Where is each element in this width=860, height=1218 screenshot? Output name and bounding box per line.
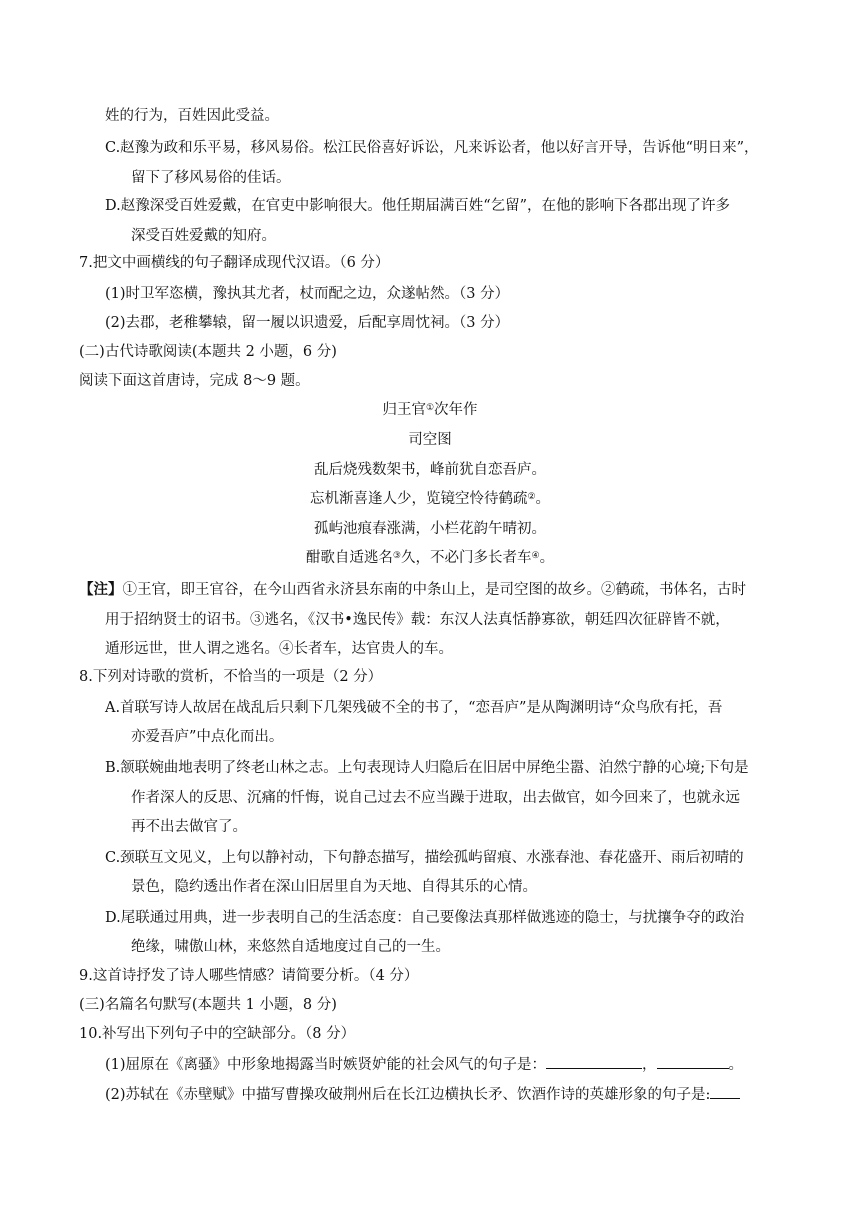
q6-option-d-line2: 深受百姓爱戴的知府。: [131, 228, 276, 244]
q7-title: 7.把文中画横线的句子翻译成现代汉语。（6 分）: [79, 255, 390, 271]
note-tag: 【注】: [79, 581, 123, 598]
poem-footnote-marker-2: ②: [527, 492, 536, 502]
poem-notes-line2: 用于招纳贤士的诏书。③逃名，《汉书•逸民传》载：东汉人法真恬静寡欲，朝廷四次征辟皆不就，: [105, 612, 730, 628]
poem-notes-line1: 【注】①王官，即王官谷，在今山西省永济县东南的中条山上，是司空图的故乡。②鹤疏，书体名，古时: [79, 581, 746, 598]
q6-option-b-continued: 姓的行为，百姓因此受益。: [105, 108, 279, 124]
poem-title-footnote-marker: ①: [425, 403, 435, 413]
fill-blank-2[interactable]: [657, 1054, 729, 1069]
fill-blank-3[interactable]: [710, 1084, 740, 1099]
poem-author: 司空图: [408, 432, 452, 448]
q10-title: 10.补写出下列句子中的空缺部分。（8 分）: [79, 1026, 356, 1042]
poem-footnote-marker-4: ④: [531, 551, 540, 561]
section-3-heading: (三)名篇名句默写(本题共 1 小题，8 分): [79, 997, 337, 1013]
section-2-intro: 阅读下面这首唐诗，完成 8～9 题。: [79, 373, 310, 389]
q8-option-b-line2: 作者深人的反思、沉痛的忏悔，说自己过去不应当躁于进取，出去做官，如今回来了，也就永远: [131, 790, 740, 806]
poem-line-3: 孤屿池痕春涨满，小栏花韵午晴初。: [314, 521, 546, 537]
q6-option-c-line1: C.赵豫为政和乐平易，移风易俗。松江民俗喜好诉讼，凡来诉讼者，他以好言开导，告诉他“明日来”，: [105, 140, 759, 156]
q8-title: 8.下列对诗歌的赏析，不恰当的一项是（2 分）: [79, 669, 383, 685]
q8-option-b-line3: 再不出去做官了。: [131, 819, 247, 835]
poem-footnote-marker-3: ③: [392, 551, 401, 561]
q8-option-d-line1: D.尾联通过用典，进一步表明自己的生活态度：自己要像法真那样做逃迹的隐士，与扰攘争夺的政治: [105, 910, 745, 926]
q6-option-c-line2: 留下了移风易俗的佳话。: [131, 170, 291, 186]
q7-sentence-1: (1)时卫军恣横，豫执其尤者，杖而配之边，众遂帖然。（3 分）: [105, 286, 510, 302]
q7-sentence-2: (2)去郡，老稚攀辕，留一履以识遗爱，后配享周忱祠。（3 分）: [105, 315, 510, 331]
section-2-heading: (二)古代诗歌阅读(本题共 2 小题，6 分): [79, 344, 337, 360]
q8-option-b-line1: B.颔联婉曲地表明了终老山林之志。上句表现诗人归隐后在旧居中屏绝尘嚣、泊然宁静的心境;下句是: [105, 760, 749, 776]
q10-sentence-2: (2)苏轼在《赤壁赋》中描写曹操攻破荆州后在长江边横执长矛、饮酒作诗的英雄形象的句子是:: [105, 1084, 740, 1105]
q8-option-a-line2: 亦爱吾庐”中点化而出。: [131, 729, 284, 745]
q6-option-d-line1: D.赵豫深受百姓爱戴，在官吏中影响很大。他任期届满百姓“乞留”，在他的影响下各郡出现了许多: [105, 198, 731, 214]
q8-option-d-line2: 绝缘，啸傲山林，来悠然自适地度过自己的一生。: [131, 939, 450, 955]
poem-title: 归王官①次年作: [382, 402, 478, 418]
fill-blank-1[interactable]: [546, 1054, 642, 1069]
q8-option-a-line1: A.首联写诗人故居在战乱后只剩下几架残破不全的书了，“恋吾庐”是从陶渊明诗“众鸟欣有托，吾: [105, 700, 723, 716]
q10-sentence-1: (1)屈原在《离骚》中形象地揭露当时嫉贤妒能的社会风气的句子是： ， 。: [105, 1054, 743, 1075]
poem-line-2: 忘机渐喜逢人少，览镜空怜待鹤疏②。: [309, 491, 551, 507]
q8-option-c-line1: C.颈联互文见义，上句以静衬动，下句静态描写，描绘孤屿留痕、水涨春池、春花盛开、雨后初晴的: [105, 850, 744, 866]
poem-line-4: 酣歌自适逃名③久，不必门多长者车④。: [305, 550, 555, 566]
poem-line-1: 乱后烧残数架书，峰前犹自恋吾庐。: [314, 462, 546, 478]
q9-title: 9.这首诗抒发了诗人哪些情感？请简要分析。（4 分）: [79, 968, 419, 984]
poem-notes-line3: 遁形远世，世人谓之逃名。④长者车，达官贵人的车。: [105, 641, 453, 657]
q8-option-c-line2: 景色，隐约透出作者在深山旧居里自为天地、自得其乐的心情。: [131, 879, 537, 895]
